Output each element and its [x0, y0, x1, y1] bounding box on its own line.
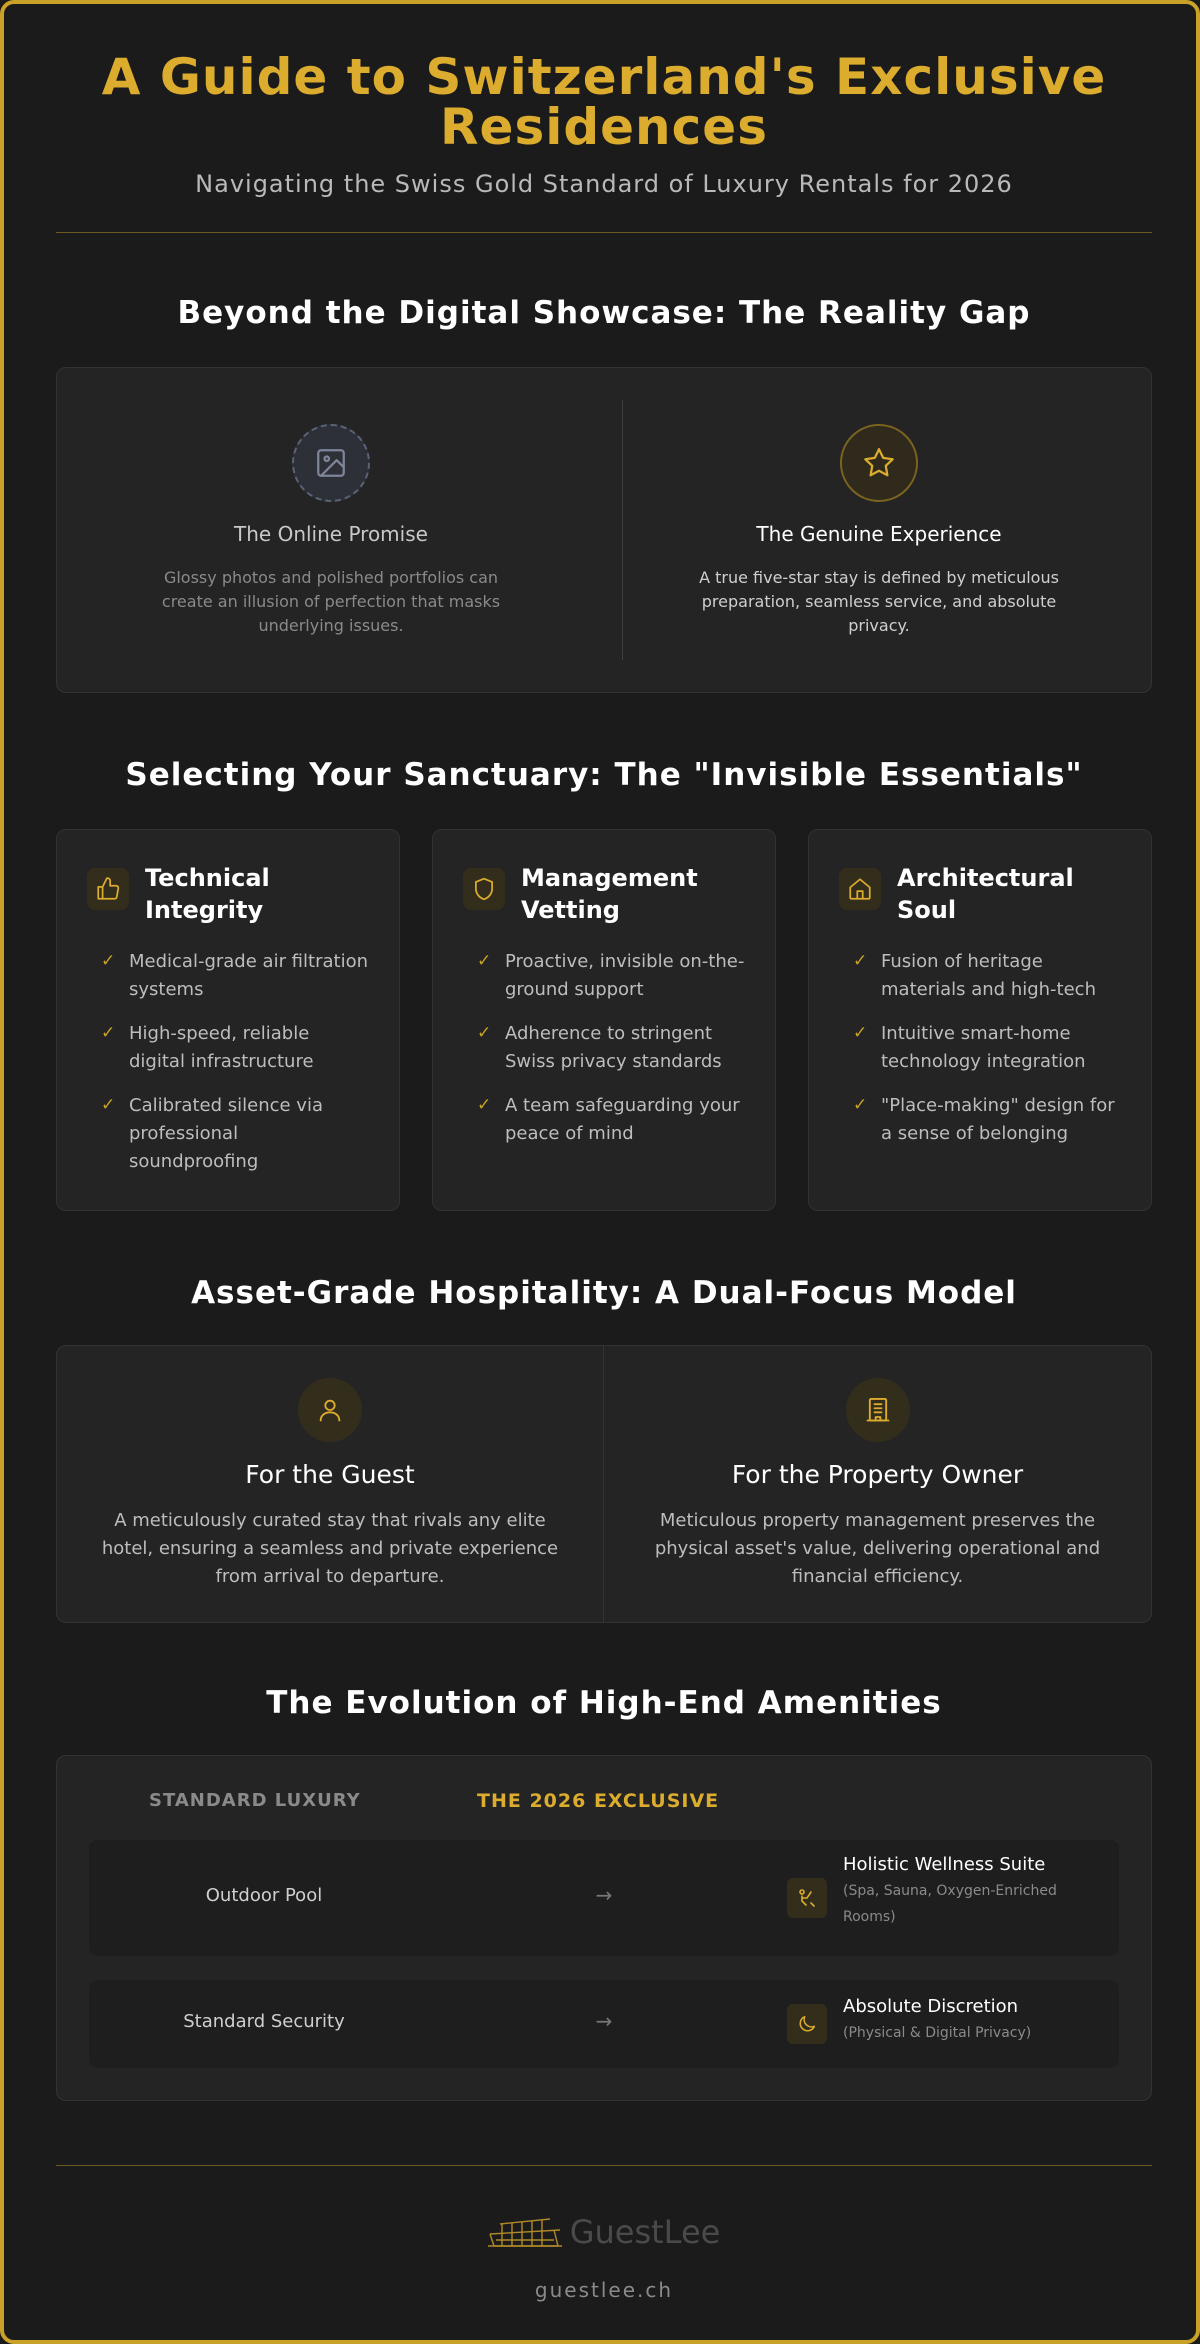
list-item-text: A team safeguarding your peace of mind — [505, 1095, 740, 1144]
essential-list — [463, 948, 745, 1148]
page-title: A Guide to Switzerland's Exclusive Residences — [101, 48, 1107, 156]
essential-list — [839, 948, 1121, 1148]
list-item — [839, 1092, 1121, 1148]
list-item-text: Calibrated silence via professional soundproofing — [129, 1095, 323, 1172]
essential-card-technical-integrity — [56, 829, 400, 1211]
star-icon — [840, 424, 918, 502]
essential-card-architectural-soul — [808, 829, 1152, 1211]
check-icon: ✓ — [477, 1023, 492, 1043]
standard-amenity: Outdoor Pool — [205, 1885, 323, 1906]
essential-card-header — [87, 862, 369, 926]
reality-gap-heading: Beyond the Digital Showcase: The Reality Gap — [177, 295, 1031, 331]
check-icon: ✓ — [101, 1023, 116, 1043]
list-item-text: Intuitive smart-home technology integration — [881, 1023, 1086, 1072]
list-item-text: Medical-grade air filtration systems — [129, 951, 368, 1000]
check-icon: ✓ — [477, 951, 492, 971]
reality-gap-card — [56, 367, 1152, 693]
list-item-text: Fusion of heritage materials and high-tech — [881, 951, 1096, 1000]
amenities-heading: The Evolution of High-End Amenities — [266, 1685, 942, 1721]
essential-card-header — [463, 862, 745, 926]
list-item-text: Adherence to stringent Swiss privacy standards — [505, 1023, 722, 1072]
list-item — [463, 1092, 745, 1148]
logo-text: GuestLee — [569, 2213, 721, 2251]
check-icon: ✓ — [853, 1023, 868, 1043]
genuine-experience-column — [605, 368, 1153, 694]
exclusive-amenity-subtitle: (Spa, Sauna, Oxygen-Enriched Rooms) — [843, 1883, 1057, 1925]
online-promise-text: Glossy photos and polished portfolios can create an illusion of perfection that masks underlying issues. — [161, 568, 501, 635]
amenities-column-headers — [89, 1790, 1119, 1840]
essential-list — [87, 948, 369, 1176]
arrow-right-icon: → — [595, 2009, 613, 2033]
list-item — [87, 1092, 369, 1176]
owner-text: Meticulous property management preserves the physical asset's value, delivering operational and financial efficiency. — [654, 1510, 1101, 1587]
online-promise-title: The Online Promise — [234, 522, 428, 546]
list-item-text: Proactive, invisible on-the-ground support — [505, 951, 745, 1000]
amenities-card — [56, 1755, 1152, 2101]
check-icon: ✓ — [101, 951, 116, 971]
guestlee-logo[interactable] — [56, 2212, 1152, 2252]
footer-divider — [56, 2165, 1152, 2166]
essential-card-title: Technical Integrity — [145, 864, 270, 924]
guest-column — [57, 1346, 604, 1622]
check-icon: ✓ — [853, 1095, 868, 1115]
exclusive-amenity-title: Absolute Discretion — [843, 1996, 1019, 2017]
genuine-experience-title: The Genuine Experience — [756, 522, 1002, 546]
footer-url-link[interactable]: guestlee.ch — [534, 2278, 674, 2302]
building-icon — [846, 1378, 910, 1442]
standard-luxury-header: STANDARD LUXURY — [149, 1790, 361, 1811]
list-item-text: "Place-making" design for a sense of belonging — [881, 1095, 1115, 1144]
pavilion-logo-icon — [488, 2214, 562, 2250]
list-item — [463, 948, 745, 1004]
amenity-row — [89, 1980, 1119, 2068]
genuine-experience-text: A true five-star stay is defined by meticulous preparation, seamless service, and absolute privacy. — [699, 568, 1059, 635]
moon-icon — [787, 2004, 827, 2044]
arrow-right-icon: → — [595, 1883, 613, 1907]
exclusive-amenity — [843, 1852, 1103, 1930]
list-item — [87, 948, 369, 1004]
exclusive-2026-header: THE 2026 EXCLUSIVE — [477, 1790, 720, 1812]
essential-card-header — [839, 862, 1121, 926]
check-icon: ✓ — [101, 1095, 116, 1115]
list-item — [839, 1020, 1121, 1076]
user-icon — [298, 1378, 362, 1442]
list-item — [463, 1020, 745, 1076]
page-subtitle: Navigating the Swiss Gold Standard of Luxury Rentals for 2026 — [195, 170, 1013, 198]
list-item-text: High-speed, reliable digital infrastructure — [129, 1023, 314, 1072]
header-divider — [56, 232, 1152, 233]
content — [56, 4, 1152, 2302]
owner-column — [604, 1346, 1151, 1622]
amenity-row — [89, 1840, 1119, 1956]
list-item — [87, 1020, 369, 1076]
image-icon — [292, 424, 370, 502]
essential-card-title: Architectural Soul — [897, 864, 1074, 924]
list-item — [839, 948, 1121, 1004]
guest-text: A meticulously curated stay that rivals any elite hotel, ensuring a seamless and private experience from arrival to departure. — [101, 1510, 559, 1587]
thumbs-up-icon — [87, 868, 129, 910]
home-icon — [839, 868, 881, 910]
essential-card-management-vetting — [432, 829, 776, 1211]
exclusive-amenity-title: Holistic Wellness Suite — [843, 1854, 1046, 1875]
wellness-icon — [787, 1878, 827, 1918]
shield-icon — [463, 868, 505, 910]
guest-title: For the Guest — [245, 1460, 415, 1489]
check-icon: ✓ — [853, 951, 868, 971]
essentials-heading: Selecting Your Sanctuary: The "Invisible Essentials" — [125, 757, 1083, 793]
owner-title: For the Property Owner — [731, 1460, 1024, 1489]
essentials-row — [56, 829, 1152, 1211]
check-icon: ✓ — [477, 1095, 492, 1115]
exclusive-amenity-subtitle: (Physical & Digital Privacy) — [843, 2025, 1032, 2041]
essential-card-title: Management Vetting — [521, 864, 698, 924]
exclusive-amenity — [843, 1994, 1103, 2046]
standard-amenity: Standard Security — [183, 2011, 345, 2032]
dual-focus-card — [56, 1345, 1152, 1623]
dual-focus-heading: Asset-Grade Hospitality: A Dual-Focus Model — [191, 1275, 1017, 1311]
online-promise-column — [57, 368, 605, 694]
